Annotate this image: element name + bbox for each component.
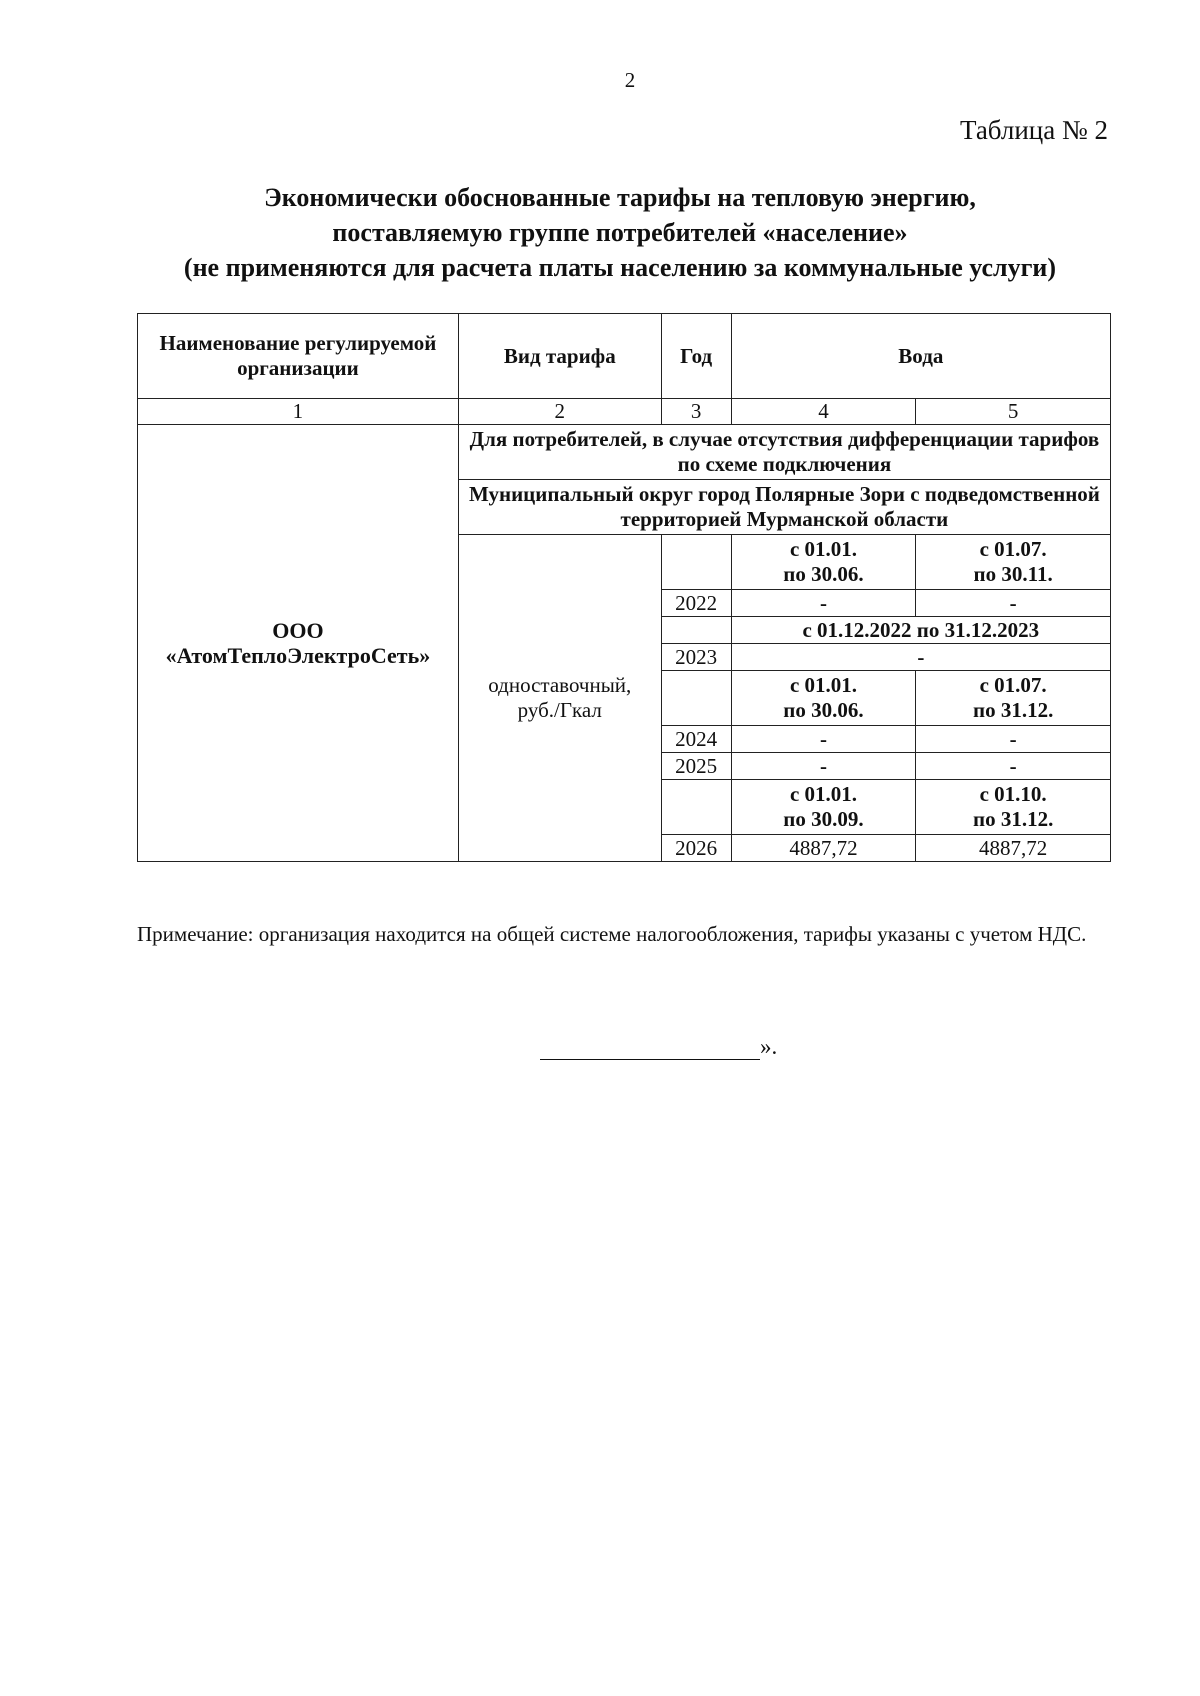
period-to: по 30.06. <box>783 562 864 586</box>
blank-underline <box>540 1035 760 1060</box>
title-line-2: поставляемую группе потребителей «население» <box>332 218 908 247</box>
value-cell: 4887,72 <box>731 835 916 862</box>
tariff-type-cell <box>458 535 661 862</box>
year-cell: 2024 <box>661 726 731 753</box>
tariff-table <box>137 313 1111 862</box>
document-title <box>120 180 1120 285</box>
period-merged-cell: с 01.12.2022 по 31.12.2023 <box>731 617 1110 644</box>
column-number: 3 <box>661 399 731 425</box>
period-cell <box>916 780 1111 835</box>
period-from: с 01.01. <box>789 673 858 697</box>
period-to: по 31.12. <box>972 807 1054 831</box>
year-cell: 2022 <box>661 590 731 617</box>
value-merged-cell: - <box>731 644 1110 671</box>
year-cell: 2023 <box>661 644 731 671</box>
year-cell <box>661 617 731 644</box>
header-tariff-type: Вид тарифа <box>458 314 661 399</box>
table-label: Таблица № 2 <box>960 115 1108 145</box>
period-cell <box>731 671 916 726</box>
consumer-group-heading: Для потребителей, в случае отсутствия дифференциации тарифов по схеме подключения <box>458 425 1110 480</box>
column-number: 2 <box>458 399 661 425</box>
period-to: по 30.11. <box>973 562 1053 586</box>
period-to: по 30.09. <box>783 807 864 831</box>
period-from: с 01.01. <box>789 537 858 561</box>
period-from: с 01.10. <box>979 782 1047 806</box>
territory-heading: Муниципальный округ город Полярные Зори с подведомственной территорией Мурманской области <box>458 480 1110 535</box>
header-water: Вода <box>731 314 1110 399</box>
value-cell: - <box>916 726 1111 753</box>
closing-mark: ». <box>760 1034 778 1059</box>
column-numbers-row <box>138 399 1111 425</box>
header-org: Наименование регулируемой организации <box>138 314 459 399</box>
organization-name <box>138 425 459 862</box>
value-cell: - <box>731 753 916 780</box>
column-number: 4 <box>731 399 916 425</box>
value-cell: - <box>916 753 1111 780</box>
year-cell <box>661 671 731 726</box>
closing-line <box>540 1034 777 1060</box>
page-number: 2 <box>624 68 636 92</box>
period-cell <box>916 535 1111 590</box>
title-line-1: Экономически обоснованные тарифы на тепловую энергию, <box>264 183 976 212</box>
column-number: 5 <box>916 399 1111 425</box>
footnote: Примечание: организация находится на общей системе налогообложения, тарифы указаны с учетом НДС. <box>137 922 1087 946</box>
org-line-2: «АтомТеплоЭлектроСеть» <box>165 643 431 668</box>
header-row <box>138 314 1111 399</box>
title-line-3: (не применяются для расчета платы населению за коммунальные услуги) <box>183 253 1057 282</box>
column-number: 1 <box>138 399 459 425</box>
period-from: с 01.07. <box>979 673 1047 697</box>
value-cell: - <box>916 590 1111 617</box>
year-cell: 2025 <box>661 753 731 780</box>
year-cell: 2026 <box>661 835 731 862</box>
period-cell <box>731 780 916 835</box>
org-line-1: ООО <box>272 618 324 643</box>
tariff-type-line-2: руб./Гкал <box>517 698 602 722</box>
table-row <box>138 425 1111 480</box>
period-from: с 01.07. <box>979 537 1047 561</box>
value-cell: 4887,72 <box>916 835 1111 862</box>
period-cell <box>731 535 916 590</box>
value-cell: - <box>731 590 916 617</box>
tariff-type-line-1: одноставочный, <box>488 673 632 697</box>
value-cell: - <box>731 726 916 753</box>
period-from: с 01.01. <box>789 782 858 806</box>
year-cell <box>661 535 731 590</box>
period-to: по 31.12. <box>972 698 1054 722</box>
year-cell <box>661 780 731 835</box>
period-to: по 30.06. <box>783 698 864 722</box>
header-year: Год <box>661 314 731 399</box>
period-cell <box>916 671 1111 726</box>
